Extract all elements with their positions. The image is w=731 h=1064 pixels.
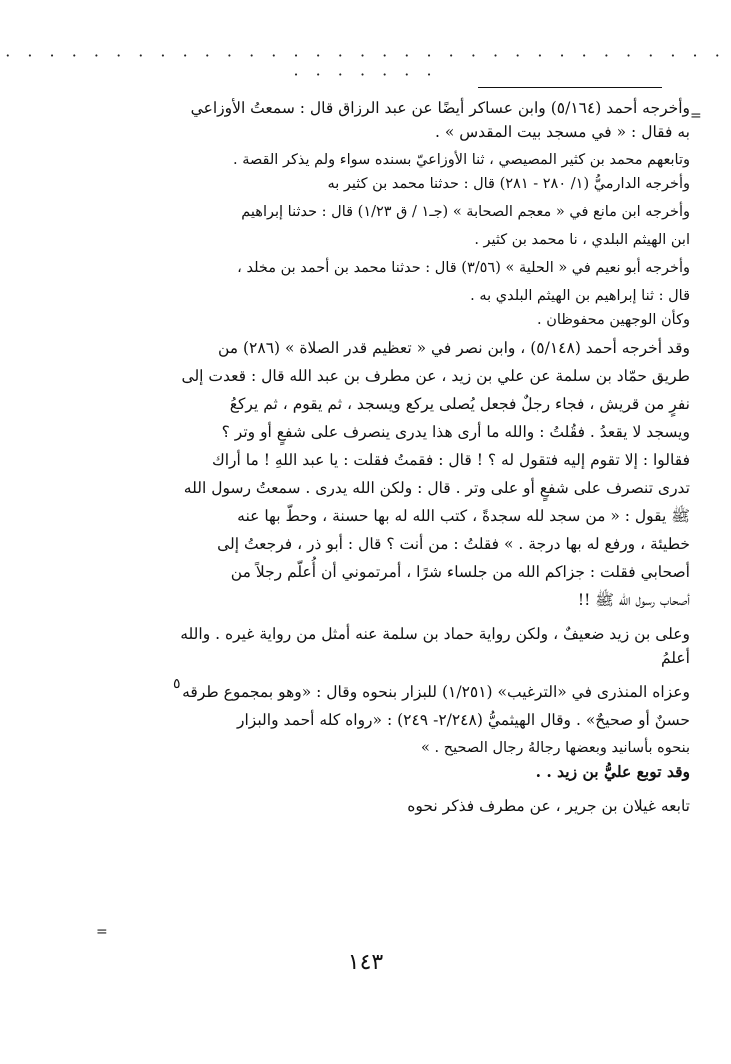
body-line: قال : ثنا إبراهيم بن الهيثم البلدي به . [470, 288, 690, 304]
body-line: وكأن الوجهين محفوظان . [537, 312, 690, 328]
margin-mark-bottom: = [96, 924, 108, 940]
page-number: ١٤٣ [347, 950, 384, 975]
body-line: أصحاب رسول الله ﷺ !! [577, 591, 690, 609]
body-line: أعلمُ [660, 649, 690, 667]
body-line: وتابعهم محمد بن كثير المصيصي ، ثنا الأوزاعيّ بسنده سواء ولم يذكر القصة . [232, 152, 690, 168]
body-line: به فقال : « في مسجد بيت المقدس » . [434, 123, 690, 141]
body-line: وأخرجه ابن مانع في « معجم الصحابة » (جـ١ / ق ١/٢٣) قال : حدثنا إبراهيم [241, 204, 690, 220]
body-line: وعزاه المنذرى في «الترغيب» (١/٢٥١) للبزار بنحوه وقال : «وهو بمجموع طرقه [182, 683, 690, 701]
header-rule [478, 87, 662, 88]
body-line: ابن الهيثم البلدي ، نا محمد بن كثير . [474, 232, 690, 248]
body-line: وأخرجه أحمد (٥/١٦٤) وابن عساكر أيضًا عن عبد الرزاق قال : سمعتُ الأوزاعي [190, 99, 690, 117]
page-body [98, 96, 690, 818]
body-line: نفرٍ من قريش ، فجاء رجلٌ فجعل يُصلى يركع ويسجد ، ثم يقوم ، ثم يركعُ [229, 395, 690, 413]
body-line: أصحابي فقلت : جزاكم الله من جلساء شرًا ، أمرتموني أن أُعلّم رجلاً من [230, 563, 690, 581]
body-line: خطيئة ، ورفع له بها درجة . » فقلتُ : من أنت ؟ قال : أبو ذر ، فرجعتُ إلى [217, 535, 690, 553]
margin-mark-top: = [690, 108, 702, 124]
body-line: بنحوه بأسانيد وبعضها رجالهُ رجال الصحيح . » [421, 740, 690, 756]
body-line: تدرى تنصرف على شفعٍ أو على وتر . قال : ولكن الله يدرى . سمعتُ رسول الله [183, 479, 690, 497]
footnote-marker: ٥ [173, 676, 181, 692]
body-line: وقد أخرجه أحمد (٥/١٤٨) ، وابن نصر في « تعظيم قدر الصلاة » (٢٨٦) من [217, 339, 690, 357]
body-line: تابعه غيلان بن جرير ، عن مطرف فذكر نحوه [407, 797, 690, 815]
body-line: طريق حمّاد بن سلمة عن علي بن زيد ، عن مطرف بن عبد الله قال : قعدت إلى [181, 367, 690, 385]
body-line: وأخرجه أبو نعيم في « الحلية » (٣/٥٦) قال : حدثنا محمد بن أحمد بن مخلد ، [237, 260, 690, 276]
body-line: فقالوا : إلا تقوم إليه فتقول له ؟ ! قال : فقمتُ فقلت : يا عبد اللهِ ! ما أراك [211, 451, 690, 469]
body-line: ﷺ يقول : « من سجد لله سجدةً ، كتب الله له بها حسنة ، وحطّ بها عنه [237, 507, 690, 525]
header-dot-leader: · · · · · · · · · · · · · · · · · · · · · · · · · · · · · · · · · · · · · · · · [5, 46, 726, 84]
body-line: وعلى بن زيد ضعيفٌ ، ولكن رواية حماد بن سلمة عنه أمثل من رواية غيره . والله [180, 625, 690, 643]
body-line: وأخرجه الدارميُّ (١/ ٢٨٠ - ٢٨١) قال : حدثنا محمد بن كثير به [327, 176, 690, 192]
body-line: حسنٌ أو صحيحٌ» . وقال الهيثميُّ (٢/٢٤٨- ٢٤٩) : «رواه كله أحمد والبزار [237, 711, 690, 729]
body-line: ويسجد لا يقعدُ . فقُلتُ : والله ما أرى هذا يدرى ينصرف على شفعٍ أو وتر ؟ [221, 423, 690, 441]
section-heading: وقد توبع عليُّ بن زيد . . [535, 762, 690, 781]
